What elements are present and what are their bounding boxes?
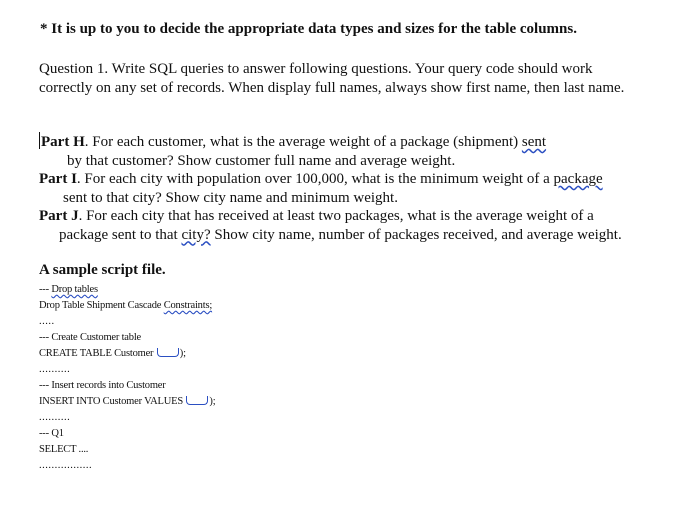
drop-comment-line: [39, 282, 215, 298]
part-j-label: Part J: [39, 208, 79, 224]
part-j-cont-after: Show city name, number of packages received, and average weight.: [210, 226, 622, 243]
part-h-spellcheck-word[interactable]: sent: [521, 134, 547, 150]
sample-script: [39, 282, 215, 474]
question-1-text: Question 1. Write SQL queries to answer following questions. Your query code should work correctly on any set of records. When display full names, always show first name, then last name.: [39, 61, 625, 96]
data-types-note: * It is up to you to decide the appropriate data types and sizes for the table columns.: [40, 21, 577, 37]
drop-statement-link[interactable]: Constraints;: [163, 300, 213, 311]
create-statement-suffix: );: [179, 348, 186, 359]
part-h: [39, 132, 669, 170]
ellipsis-line-4: .................: [39, 460, 93, 471]
part-j-spellcheck-word[interactable]: city?: [181, 226, 211, 243]
part-h-continuation: by that customer? Show customer full name and average weight.: [67, 152, 456, 169]
part-i-label: Part I: [39, 171, 77, 187]
text-cursor: [39, 132, 40, 149]
part-j: [39, 207, 669, 244]
q1-comment-line: --- Q1: [39, 428, 64, 439]
insert-placeholder-box: [186, 396, 208, 405]
select-statement-line: SELECT ....: [39, 444, 89, 455]
create-statement-line: [39, 346, 215, 362]
drop-comment-prefix: ---: [39, 284, 52, 295]
insert-statement-line: [39, 394, 215, 410]
create-comment-line: --- Create Customer table: [39, 332, 141, 343]
part-h-label: Part H: [41, 134, 85, 150]
part-i-continuation: sent to that city? Show city name and minimum weight.: [63, 189, 398, 206]
insert-statement-suffix: );: [209, 396, 216, 407]
create-statement-text: CREATE TABLE Customer: [39, 348, 156, 359]
insert-statement-text: INSERT INTO Customer VALUES: [39, 396, 186, 407]
drop-statement-text: Drop Table Shipment Cascade: [39, 300, 164, 311]
part-h-text: . For each customer, what is the average weight of a package (shipment): [84, 134, 522, 150]
insert-comment-line: --- Insert records into Customer: [39, 380, 166, 391]
part-i: [39, 170, 669, 207]
part-j-text: . For each city that has received at least two packages, what is the average weight of a: [78, 208, 594, 224]
sample-script-title: A sample script file.: [39, 262, 166, 278]
drop-statement-line: [39, 298, 215, 314]
part-j-cont-before: package sent to that: [59, 226, 182, 243]
ellipsis-line-3: ..........: [39, 412, 71, 423]
ellipsis-line-2: ..........: [39, 364, 71, 375]
part-i-text: . For each city with population over 100,000, what is the minimum weight of a: [76, 171, 554, 187]
ellipsis-line-1: .....: [39, 316, 55, 327]
create-placeholder-box: [157, 348, 179, 357]
question-parts: [39, 132, 669, 244]
drop-comment-text[interactable]: Drop tables: [51, 284, 98, 295]
part-j-continuation: [39, 226, 669, 245]
part-i-spellcheck-word[interactable]: package: [553, 171, 603, 187]
